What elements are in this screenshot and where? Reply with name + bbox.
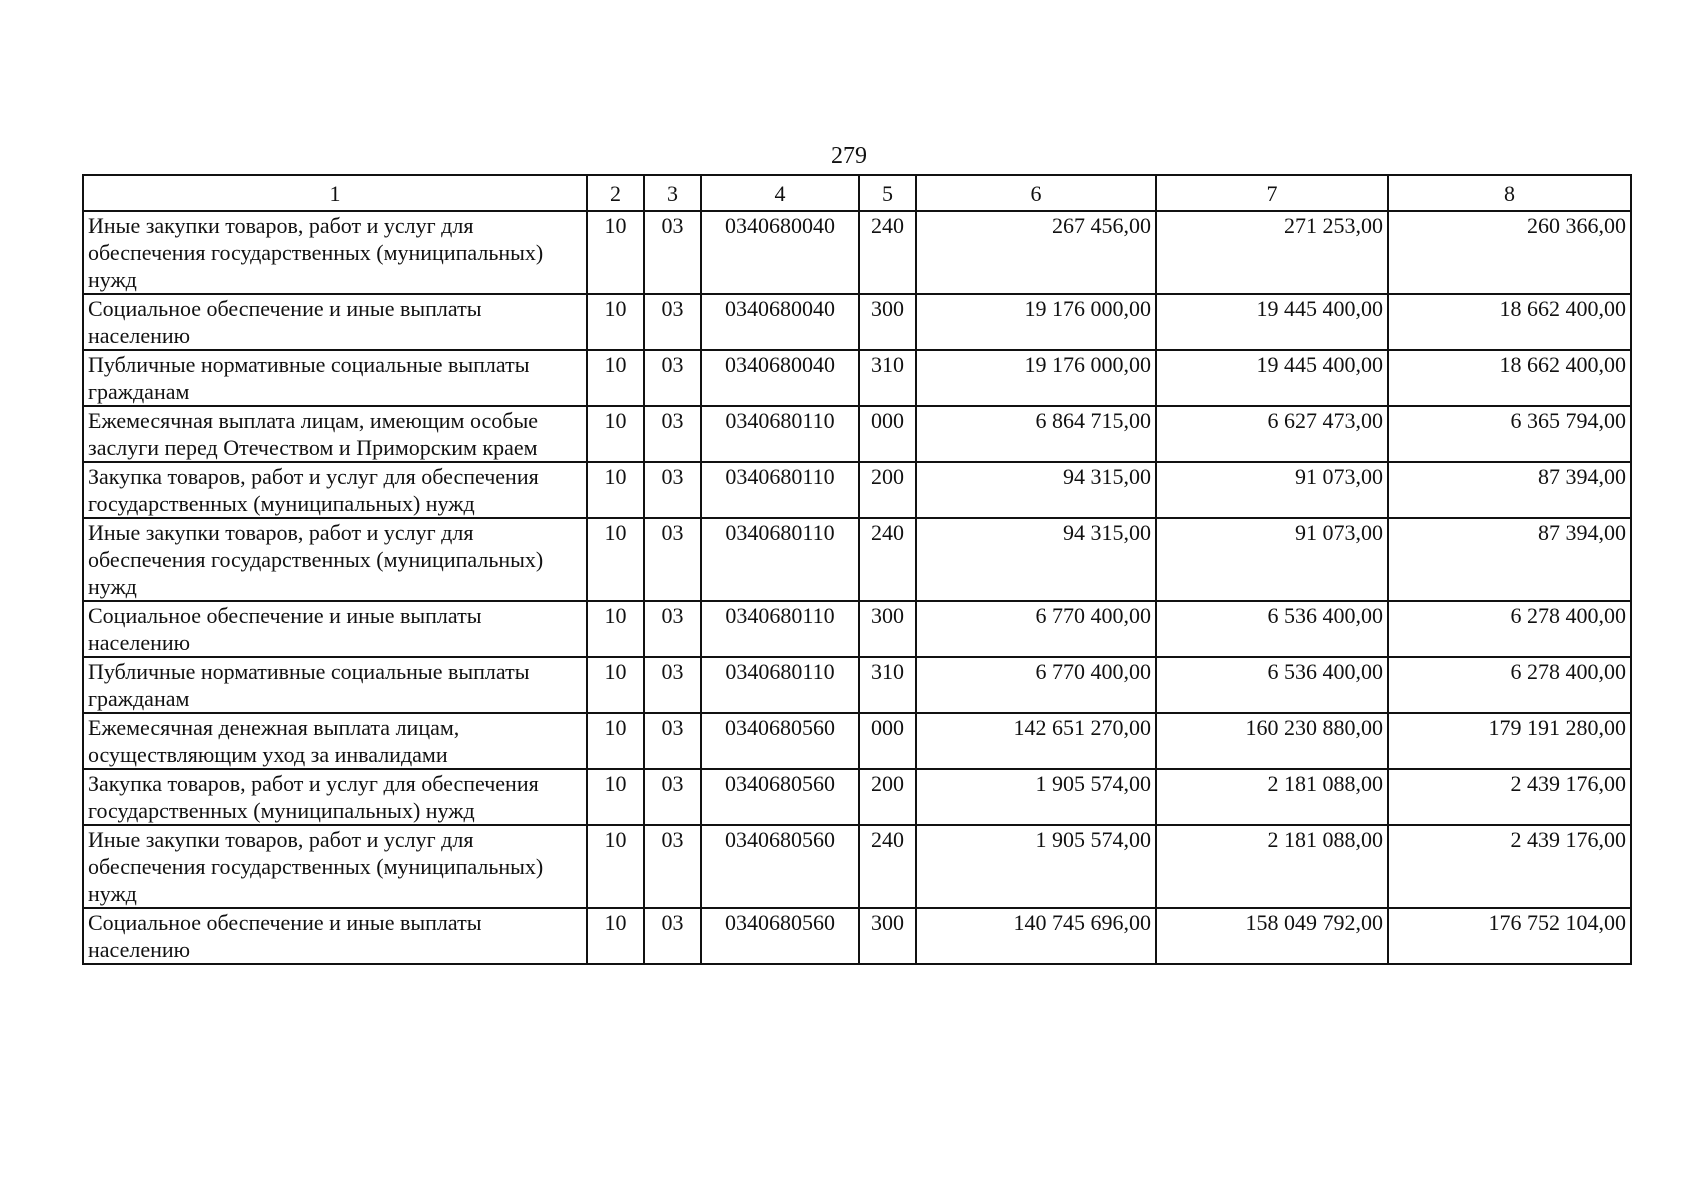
row-section: 10 (587, 908, 644, 964)
row-target-article: 0340680560 (701, 769, 859, 825)
row-amount-col-8: 179 191 280,00 (1388, 713, 1631, 769)
table-row (83, 908, 1631, 964)
row-name: Иные закупки товаров, работ и услуг для обеспечения государственных (муниципальных) нужд (83, 825, 587, 908)
row-amount-col-8: 6 278 400,00 (1388, 601, 1631, 657)
row-subsection: 03 (644, 211, 701, 294)
row-name: Социальное обеспечение и иные выплаты населению (83, 908, 587, 964)
row-section: 10 (587, 518, 644, 601)
table-row (83, 350, 1631, 406)
row-subsection: 03 (644, 294, 701, 350)
row-name: Публичные нормативные социальные выплаты гражданам (83, 350, 587, 406)
row-amount-col-8: 176 752 104,00 (1388, 908, 1631, 964)
table-row (83, 406, 1631, 462)
row-expense-type: 000 (859, 406, 916, 462)
row-subsection: 03 (644, 406, 701, 462)
row-name: Ежемесячная выплата лицам, имеющим особые заслуги перед Отечеством и Приморским краем (83, 406, 587, 462)
row-amount-col-8: 18 662 400,00 (1388, 294, 1631, 350)
row-target-article: 0340680040 (701, 211, 859, 294)
row-amount-col-6: 6 864 715,00 (916, 406, 1156, 462)
row-amount-col-7: 19 445 400,00 (1156, 350, 1388, 406)
row-expense-type: 240 (859, 211, 916, 294)
row-subsection: 03 (644, 713, 701, 769)
row-subsection: 03 (644, 518, 701, 601)
row-amount-col-7: 158 049 792,00 (1156, 908, 1388, 964)
row-amount-col-6: 94 315,00 (916, 518, 1156, 601)
row-amount-col-7: 19 445 400,00 (1156, 294, 1388, 350)
row-target-article: 0340680040 (701, 350, 859, 406)
table-row (83, 518, 1631, 601)
row-name: Закупка товаров, работ и услуг для обеспечения государственных (муниципальных) нужд (83, 769, 587, 825)
row-amount-col-6: 6 770 400,00 (916, 601, 1156, 657)
row-amount-col-8: 6 278 400,00 (1388, 657, 1631, 713)
table-row (83, 657, 1631, 713)
header-col-5: 5 (859, 175, 916, 211)
header-col-6: 6 (916, 175, 1156, 211)
row-subsection: 03 (644, 908, 701, 964)
row-amount-col-7: 6 627 473,00 (1156, 406, 1388, 462)
header-col-3: 3 (644, 175, 701, 211)
row-subsection: 03 (644, 769, 701, 825)
row-amount-col-6: 1 905 574,00 (916, 769, 1156, 825)
table-row (83, 825, 1631, 908)
header-col-2: 2 (587, 175, 644, 211)
row-amount-col-8: 87 394,00 (1388, 518, 1631, 601)
budget-table (82, 174, 1632, 965)
row-target-article: 0340680560 (701, 908, 859, 964)
row-section: 10 (587, 601, 644, 657)
table-row (83, 769, 1631, 825)
row-section: 10 (587, 769, 644, 825)
row-amount-col-8: 260 366,00 (1388, 211, 1631, 294)
row-target-article: 0340680560 (701, 713, 859, 769)
page-number: 279 (831, 143, 867, 169)
row-amount-col-7: 91 073,00 (1156, 518, 1388, 601)
row-subsection: 03 (644, 601, 701, 657)
table-row (83, 462, 1631, 518)
table-row (83, 211, 1631, 294)
row-amount-col-8: 2 439 176,00 (1388, 769, 1631, 825)
row-subsection: 03 (644, 825, 701, 908)
row-section: 10 (587, 713, 644, 769)
row-name: Публичные нормативные социальные выплаты гражданам (83, 657, 587, 713)
table-header (83, 175, 1631, 211)
row-amount-col-6: 140 745 696,00 (916, 908, 1156, 964)
row-amount-col-7: 271 253,00 (1156, 211, 1388, 294)
row-amount-col-7: 160 230 880,00 (1156, 713, 1388, 769)
row-name: Закупка товаров, работ и услуг для обеспечения государственных (муниципальных) нужд (83, 462, 587, 518)
header-row (83, 175, 1631, 211)
row-target-article: 0340680110 (701, 601, 859, 657)
header-col-8: 8 (1388, 175, 1631, 211)
row-amount-col-7: 2 181 088,00 (1156, 769, 1388, 825)
row-expense-type: 200 (859, 462, 916, 518)
row-expense-type: 310 (859, 657, 916, 713)
row-name: Социальное обеспечение и иные выплаты населению (83, 294, 587, 350)
row-expense-type: 000 (859, 713, 916, 769)
row-target-article: 0340680110 (701, 518, 859, 601)
row-expense-type: 310 (859, 350, 916, 406)
row-target-article: 0340680110 (701, 406, 859, 462)
row-expense-type: 300 (859, 601, 916, 657)
row-section: 10 (587, 406, 644, 462)
row-subsection: 03 (644, 657, 701, 713)
row-amount-col-7: 2 181 088,00 (1156, 825, 1388, 908)
row-expense-type: 300 (859, 908, 916, 964)
row-target-article: 0340680110 (701, 657, 859, 713)
row-target-article: 0340680560 (701, 825, 859, 908)
row-amount-col-8: 2 439 176,00 (1388, 825, 1631, 908)
row-name: Социальное обеспечение и иные выплаты населению (83, 601, 587, 657)
row-section: 10 (587, 462, 644, 518)
row-amount-col-8: 18 662 400,00 (1388, 350, 1631, 406)
table-row (83, 294, 1631, 350)
row-expense-type: 240 (859, 825, 916, 908)
header-col-7: 7 (1156, 175, 1388, 211)
row-target-article: 0340680040 (701, 294, 859, 350)
row-amount-col-6: 94 315,00 (916, 462, 1156, 518)
row-name: Иные закупки товаров, работ и услуг для обеспечения государственных (муниципальных) нужд (83, 211, 587, 294)
row-amount-col-6: 19 176 000,00 (916, 294, 1156, 350)
row-section: 10 (587, 211, 644, 294)
row-amount-col-6: 142 651 270,00 (916, 713, 1156, 769)
row-section: 10 (587, 825, 644, 908)
row-section: 10 (587, 294, 644, 350)
header-col-4: 4 (701, 175, 859, 211)
row-target-article: 0340680110 (701, 462, 859, 518)
row-amount-col-7: 91 073,00 (1156, 462, 1388, 518)
row-name: Ежемесячная денежная выплата лицам, осуществляющим уход за инвалидами (83, 713, 587, 769)
row-subsection: 03 (644, 462, 701, 518)
table-row (83, 713, 1631, 769)
header-col-1: 1 (83, 175, 587, 211)
row-section: 10 (587, 350, 644, 406)
table-body (83, 211, 1631, 964)
row-expense-type: 240 (859, 518, 916, 601)
row-amount-col-8: 6 365 794,00 (1388, 406, 1631, 462)
row-amount-col-6: 267 456,00 (916, 211, 1156, 294)
row-subsection: 03 (644, 350, 701, 406)
row-amount-col-6: 6 770 400,00 (916, 657, 1156, 713)
row-amount-col-7: 6 536 400,00 (1156, 601, 1388, 657)
row-expense-type: 300 (859, 294, 916, 350)
row-section: 10 (587, 657, 644, 713)
table-row (83, 601, 1631, 657)
row-amount-col-6: 19 176 000,00 (916, 350, 1156, 406)
row-amount-col-8: 87 394,00 (1388, 462, 1631, 518)
row-amount-col-6: 1 905 574,00 (916, 825, 1156, 908)
row-amount-col-7: 6 536 400,00 (1156, 657, 1388, 713)
row-name: Иные закупки товаров, работ и услуг для обеспечения государственных (муниципальных) нужд (83, 518, 587, 601)
row-expense-type: 200 (859, 769, 916, 825)
